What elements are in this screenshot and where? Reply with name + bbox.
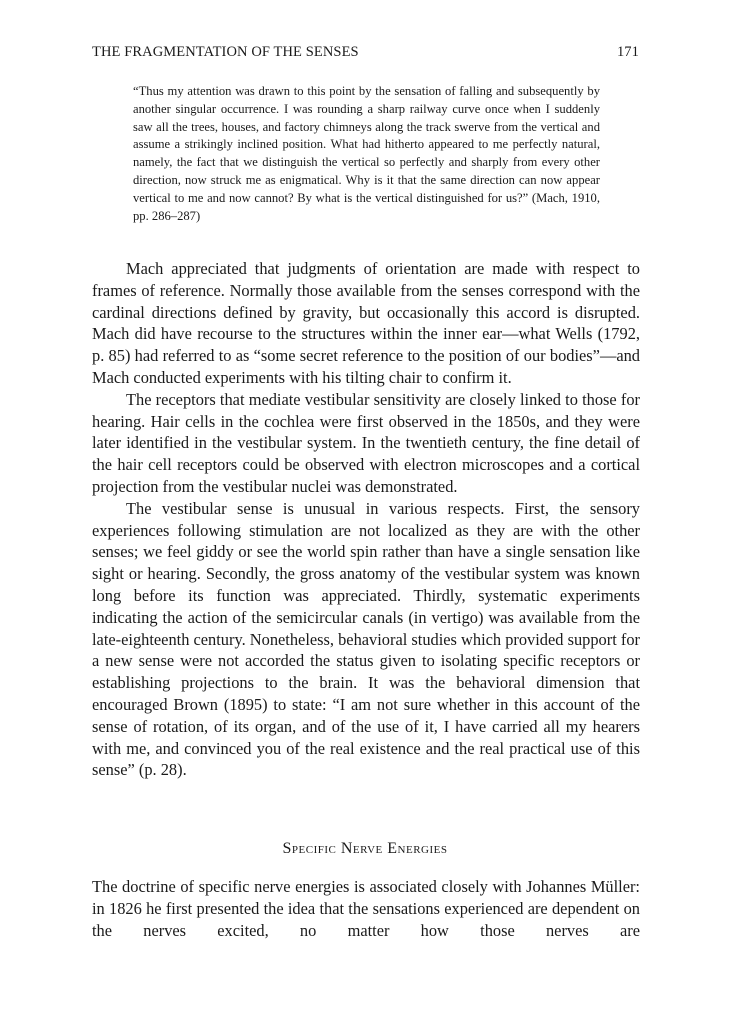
paragraph-vestibular-sense: The vestibular sense is unusual in various respects. First, the sensory experiences following stimulation are not localized as they are with the other senses; we feel giddy or see the world spin rather than have a single sensation like sight or hearing. Secondly, the gross anatomy of the vestibular system was known long before its function was appreciated. Thirdly, systematic experiments indicating the action of the semicircular canals (in vertigo) was available from the late-eighteenth century. Nonetheless, behavioral studies which provided support for a new sense were not accorded the status given to isolating specific receptors or establishing projections to the brain. It was the behavioral dimension that encouraged Brown (1895) to state: “I am not sure whether in this account of the sense of rotation, of its organ, and of the use of it, I have carried all my hearers with me, and convinced you of the real existence and the real practical use of this sense” (p. 28).: [92, 498, 640, 780]
paragraph-vestibular-receptors: The receptors that mediate vestibular sensitivity are closely linked to those for hearing. Hair cells in the cochlea were first observed in the 1850s, and they were later identified in the vestibular system. In the twentieth century, the fine detail of the hair cell receptors could be observed with electron microscopes and a cortical projection from the vestibular nuclei was demonstrated.: [92, 389, 640, 496]
paragraph-specific-nerve-energies: The doctrine of specific nerve energies is associated closely with Johannes Müller: in 1826 he first presented the idea that the sensations experienced are dependent on the nerves excited, no matter how those nerves are: [92, 877, 640, 940]
running-title: THE FRAGMENTATION OF THE SENSES: [92, 44, 359, 60]
section-heading: Specific Nerve Energies: [282, 840, 448, 857]
section-text: [92, 876, 640, 941]
page-number: 171: [616, 44, 639, 60]
running-head: [92, 44, 639, 61]
block-quote: “Thus my attention was drawn to this point by the sensation of falling and subsequently by another singular occurrence. I was rounding a sharp railway curve once when I suddenly saw all the trees, houses, and factory chimneys along the track swerve from the vertical and assume a strikingly inclined position. What had hitherto appeared to me perfectly natural, namely, the fact that we distinguish the vertical so perfectly and sharply from every other direction, now struck me as enigmatical. Why is it that the same direction can now appear vertical to me and now cannot? By what is the vertical distinguished for us?” (Mach, 1910, pp. 286–287): [133, 84, 600, 223]
body-text: [92, 258, 640, 781]
paragraph-mach-orientation: Mach appreciated that judgments of orientation are made with respect to frames of reference. Normally those available from the senses correspond with the cardinal directions defined by gravity, but occasionally this accord is disrupted. Mach did have recourse to the structures within the inner ear—what Wells (1792, p. 85) had referred to as “some secret reference to the position of our bodies”—and Mach conducted experiments with his tilting chair to confirm it.: [92, 259, 640, 387]
